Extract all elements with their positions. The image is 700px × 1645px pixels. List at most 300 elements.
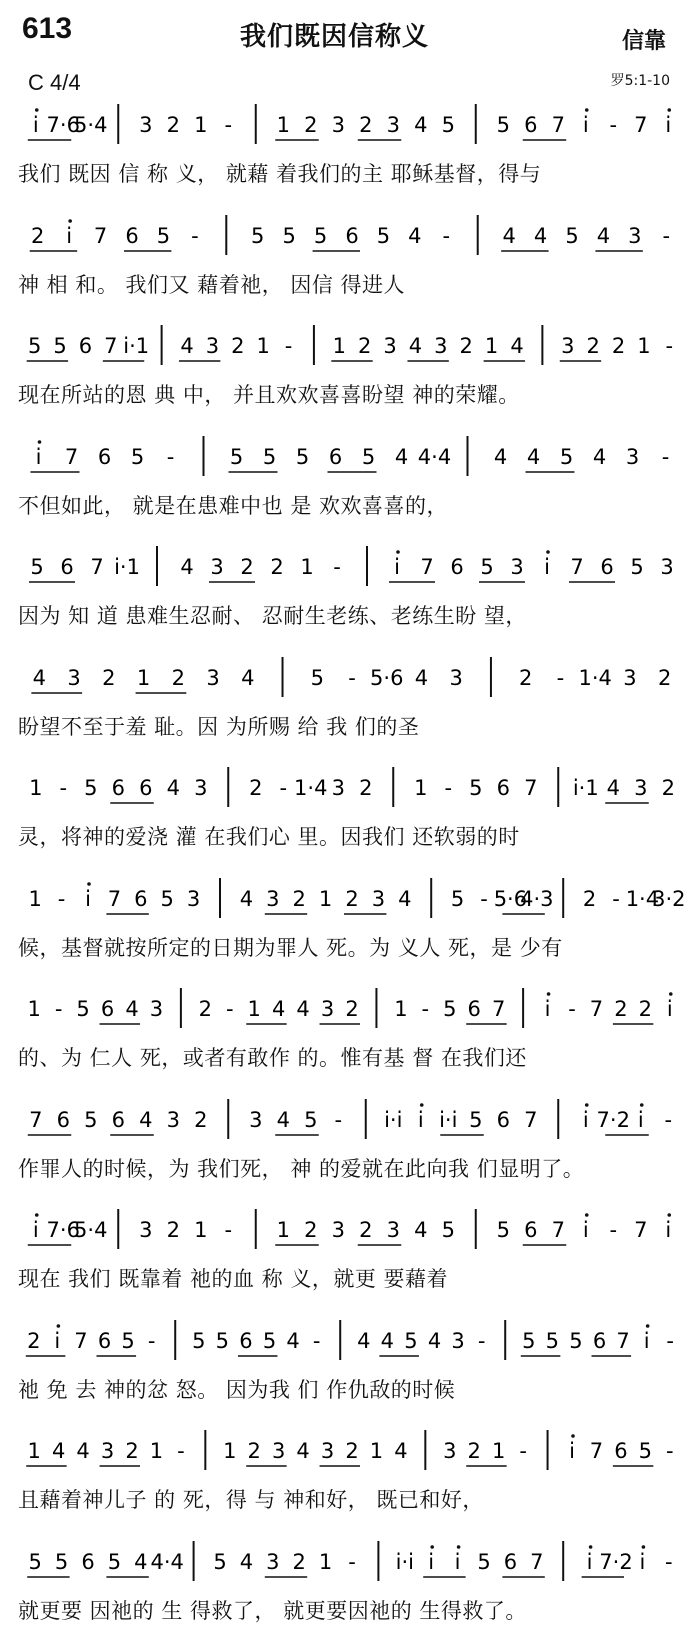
note: 4·4 — [417, 444, 452, 469]
note: 3 — [331, 776, 345, 800]
note: 1 — [484, 334, 499, 358]
note: i — [54, 1328, 61, 1353]
music-line — [12, 980, 688, 1038]
note: - — [166, 444, 175, 469]
note: 3·2 — [652, 886, 686, 911]
octave-dot — [430, 1545, 434, 1549]
note: 1 — [29, 776, 43, 800]
note: 1 — [318, 886, 333, 911]
note: - — [664, 1107, 673, 1132]
note: - — [177, 1439, 185, 1463]
note: 2 — [27, 1328, 41, 1353]
note: 2 — [292, 1549, 306, 1574]
note: 3 — [139, 1218, 153, 1242]
note: 6 — [134, 886, 148, 911]
note: 6 — [111, 1107, 125, 1132]
note: 3 — [634, 776, 648, 800]
music-line — [12, 207, 688, 265]
note: - — [279, 776, 288, 800]
note: i·1 — [114, 555, 140, 579]
scripture-reference: 罗5:1-10 — [610, 73, 670, 89]
note: 7 — [64, 444, 79, 469]
note: - — [612, 886, 620, 911]
note: 2 — [657, 665, 672, 690]
note: 1 — [369, 1439, 384, 1463]
note: i — [66, 223, 73, 248]
note: 6 — [450, 555, 464, 579]
note: - — [568, 997, 576, 1021]
note: 3 — [331, 1218, 345, 1242]
note: 5 — [262, 444, 277, 469]
note: 3 — [206, 665, 220, 690]
note: 5 — [480, 555, 494, 579]
note: 5 — [192, 1328, 206, 1353]
note: - — [661, 444, 670, 469]
note: 2 — [359, 1218, 373, 1242]
note: 7·2 — [599, 1549, 633, 1574]
note: i·1 — [572, 776, 599, 800]
note: 7 — [29, 1107, 43, 1132]
lyric-line: 神 相 和。 我们又 藉着祂， 因信 得进人 — [18, 272, 406, 297]
note: 2 — [304, 1218, 318, 1242]
note: 3 — [320, 1439, 335, 1463]
note: 1·4 — [578, 665, 612, 690]
note: i — [85, 886, 91, 911]
note: 5 — [545, 1328, 560, 1353]
note: 7 — [90, 555, 104, 579]
note: 3 — [386, 113, 400, 137]
note: 5 — [441, 113, 455, 137]
note: - — [480, 886, 488, 911]
note: 4 — [596, 223, 611, 248]
note: 1 — [637, 334, 651, 358]
note: i — [582, 1218, 589, 1242]
note: 3 — [100, 1439, 115, 1463]
note: 3 — [443, 1439, 457, 1463]
note: 5 — [469, 1107, 483, 1132]
octave-dot — [87, 882, 91, 886]
note: 5 — [84, 1107, 98, 1132]
note: 1 — [194, 113, 208, 137]
octave-dot — [667, 1213, 671, 1217]
note: 2 — [518, 665, 533, 690]
note: 5 — [54, 1549, 69, 1574]
note: 6 — [592, 1328, 607, 1353]
note: 7 — [551, 1218, 565, 1242]
note: 6 — [496, 1107, 510, 1132]
note: 5 — [313, 223, 328, 248]
note: 1·4 — [294, 776, 328, 800]
note: 2 — [358, 334, 372, 358]
note: i — [586, 1549, 593, 1574]
note: 2 — [359, 776, 373, 800]
note: 3 — [166, 1107, 180, 1132]
note: 4 — [510, 334, 524, 358]
note: 7 — [589, 997, 604, 1021]
note: 1 — [318, 1549, 333, 1574]
note: 4 — [606, 776, 620, 800]
note: 2 — [247, 1439, 261, 1463]
note: 1 — [27, 1439, 41, 1463]
note: i — [639, 1549, 646, 1574]
note: - — [225, 997, 234, 1021]
note: 5 — [84, 776, 98, 800]
note: - — [224, 113, 233, 137]
note: i·i — [384, 1107, 403, 1132]
note: 4 — [239, 886, 254, 911]
note: 5 — [630, 555, 644, 579]
note: 6 — [345, 223, 359, 248]
note: 1 — [332, 334, 346, 358]
note: 3 — [149, 997, 164, 1021]
note: 5·4 — [74, 113, 108, 137]
music-line — [12, 1201, 688, 1259]
note: - — [59, 776, 68, 800]
note: i — [32, 1218, 39, 1242]
lyric-line: 作罪人的时候，为 我们死， 神 的爱就在此向我 们显明了。 — [18, 1156, 585, 1181]
lyric-line: 盼望不至于羞 耻。因 为所赐 给 我 们的圣 — [18, 714, 420, 739]
note: i — [544, 997, 551, 1021]
note: 6 — [503, 1549, 518, 1574]
note: 1 — [276, 113, 290, 137]
note: - — [556, 665, 565, 690]
note: 1 — [27, 997, 41, 1021]
note: 4 — [408, 334, 423, 358]
note: 1 — [414, 776, 428, 800]
note: 5 — [376, 223, 391, 248]
note: - — [609, 113, 618, 137]
note: 5 — [107, 1549, 122, 1574]
note: 4 — [357, 1328, 371, 1353]
score-system — [0, 1312, 700, 1424]
note: i — [643, 1328, 650, 1353]
note: - — [224, 1218, 233, 1242]
attribution: 信靠 — [621, 29, 666, 54]
note: 5·4 — [74, 1218, 108, 1242]
lyric-line: 候，基督就按所定的日期为罪人 死。为 义人 死，是 少有 — [18, 935, 563, 960]
note: 5 — [450, 886, 465, 911]
note: 4 — [134, 1549, 148, 1574]
score-system — [0, 428, 700, 540]
note: 5 — [469, 776, 483, 800]
note: 4 — [125, 997, 139, 1021]
note: 5·6 — [493, 886, 528, 911]
note: 2 — [194, 1107, 208, 1132]
note: i — [582, 1107, 589, 1132]
note: 3 — [194, 776, 208, 800]
note: - — [191, 223, 199, 248]
note: 2 — [582, 886, 597, 911]
score-system — [0, 1091, 700, 1203]
note: 3 — [434, 334, 448, 358]
note: 6 — [111, 776, 125, 800]
note: - — [421, 997, 430, 1021]
note: 5 — [121, 1328, 135, 1353]
music-line — [12, 1091, 688, 1149]
note: i — [665, 1218, 672, 1242]
note: 4 — [180, 334, 194, 358]
note: 4 — [394, 1439, 408, 1463]
music-line — [12, 759, 688, 817]
note: 5 — [404, 1328, 418, 1353]
note: 3 — [510, 555, 524, 579]
note: 7 — [551, 113, 565, 137]
note: 3 — [625, 444, 640, 469]
note: - — [519, 1439, 527, 1463]
note: 4 — [493, 444, 508, 469]
note: 5 — [496, 1218, 510, 1242]
note: 7·6 — [46, 1218, 80, 1242]
note: 5 — [262, 1328, 277, 1353]
note: i·1 — [123, 334, 150, 358]
note: - — [334, 1107, 343, 1132]
note: 3 — [451, 1328, 465, 1353]
note: i — [582, 113, 589, 137]
music-line — [12, 1312, 688, 1370]
note: 3 — [320, 997, 335, 1021]
note: 3 — [371, 886, 386, 911]
note: 2 — [31, 223, 45, 248]
note: i — [32, 113, 39, 137]
note: 7 — [524, 1107, 538, 1132]
lyric-line: 且藉着神儿子 的 死，得 与 神和好， 既已和好， — [18, 1488, 484, 1512]
note: 7 — [107, 886, 122, 911]
note: 3 — [67, 665, 81, 690]
note: 3 — [660, 555, 674, 579]
note: 5 — [76, 997, 90, 1021]
note: 1 — [223, 1439, 237, 1463]
note: - — [57, 886, 66, 911]
note: 1 — [394, 997, 408, 1021]
note: 4 — [414, 665, 429, 690]
note: 4 — [139, 1107, 153, 1132]
note: 5 — [522, 1328, 536, 1353]
note: 2 — [166, 1218, 180, 1242]
note: 5 — [282, 223, 296, 248]
octave-dot — [420, 1103, 424, 1107]
note: 6 — [239, 1328, 253, 1353]
note: 2 — [614, 997, 628, 1021]
note: 3 — [210, 555, 224, 579]
octave-dot — [35, 108, 39, 112]
note: 5 — [229, 444, 244, 469]
note: 5 — [53, 334, 67, 358]
note: 7·2 — [596, 1107, 630, 1132]
note: 3 — [205, 334, 220, 358]
note: 6 — [600, 555, 614, 579]
note: 3 — [139, 113, 153, 137]
note: 1 — [194, 1218, 208, 1242]
note: 4 — [526, 444, 541, 469]
note: 6 — [524, 113, 538, 137]
note: 1 — [300, 555, 314, 579]
score-system — [0, 759, 700, 871]
note: 1 — [149, 1439, 164, 1463]
note: i — [666, 997, 673, 1021]
note: 4 — [533, 223, 548, 248]
note: 4 — [276, 1107, 290, 1132]
note: 4 — [394, 444, 409, 469]
note: 2 — [359, 113, 373, 137]
note: 3 — [383, 334, 397, 358]
note: - — [665, 1439, 674, 1463]
music-line — [12, 317, 688, 375]
note: i — [665, 113, 672, 137]
note: - — [477, 1328, 486, 1353]
note: 4 — [271, 997, 286, 1021]
note: 4 — [51, 1439, 66, 1463]
note: 5 — [559, 444, 574, 469]
note: 6 — [97, 444, 112, 469]
note: 4 — [408, 223, 422, 248]
octave-dot — [68, 219, 72, 223]
note: 4 — [180, 555, 194, 579]
note: 3 — [266, 886, 280, 911]
note: 5 — [130, 444, 145, 469]
lyric-line: 不但如此， 就是在患难中也 是 欢欢喜喜的， — [18, 493, 449, 518]
note: 2 — [292, 886, 306, 911]
note: 2 — [125, 1439, 139, 1463]
note: - — [666, 1328, 675, 1353]
note: 7 — [616, 1328, 630, 1353]
note: 5 — [310, 665, 324, 690]
note: - — [609, 1218, 618, 1242]
note: 1 — [247, 997, 261, 1021]
note: 4·4 — [150, 1549, 184, 1574]
note: - — [147, 1328, 156, 1353]
note: - — [444, 776, 453, 800]
note: 5 — [215, 1328, 230, 1353]
note: 2 — [166, 113, 180, 137]
music-line — [12, 1533, 688, 1591]
note: 7 — [570, 555, 584, 579]
note: 5 — [251, 223, 265, 248]
octave-dot — [589, 1545, 593, 1549]
music-line — [12, 96, 688, 154]
note: 6 — [60, 555, 74, 579]
note: 7·6 — [46, 113, 80, 137]
octave-dot — [35, 1213, 39, 1217]
note: 5 — [441, 1218, 455, 1242]
octave-dot — [585, 1103, 589, 1107]
lyric-line: 现在所站的恩 典 中， 并且欢欢喜喜盼望 神的荣耀。 — [18, 383, 520, 407]
note: i — [35, 444, 42, 469]
note: 1 — [28, 886, 42, 911]
note: 2 — [231, 334, 245, 358]
note: 4 — [502, 223, 516, 248]
note: 2 — [345, 1439, 359, 1463]
note: - — [284, 334, 293, 358]
note: 3 — [271, 1439, 286, 1463]
octave-dot — [571, 1434, 575, 1438]
score-system — [0, 1201, 700, 1313]
note: 5·6 — [370, 665, 404, 690]
note: 5 — [361, 444, 376, 469]
note: 3 — [331, 113, 345, 137]
note: - — [442, 223, 451, 248]
octave-dot — [642, 1545, 646, 1549]
note: 5 — [28, 1549, 42, 1574]
lyric-line: 灵，将神的爱浇 灌 在我们心 里。因我们 还软弱的时 — [18, 825, 520, 849]
note: 6 — [78, 334, 93, 358]
lyric-line: 我们 既因 信 称 义， 就藉 着我们的主 耶稣基督，得与 — [18, 162, 542, 186]
note: 4·3 — [520, 886, 554, 911]
music-line — [12, 1422, 688, 1480]
note: 4 — [592, 444, 607, 469]
note: 6 — [56, 1107, 70, 1132]
note: 6 — [125, 223, 139, 248]
note: 2 — [304, 113, 318, 137]
note: 7 — [93, 223, 108, 248]
note: 4 — [380, 1328, 395, 1353]
note: 6 — [614, 1439, 628, 1463]
note: 6 — [100, 997, 115, 1021]
note: 4 — [76, 1439, 90, 1463]
note: 4 — [398, 886, 412, 911]
octave-dot — [396, 550, 400, 554]
note: 2 — [345, 997, 359, 1021]
octave-dot — [38, 440, 42, 444]
score-system — [0, 1533, 700, 1645]
note: 7 — [104, 334, 118, 358]
note: 2 — [638, 997, 653, 1021]
note: - — [662, 223, 671, 248]
note: 5 — [638, 1439, 653, 1463]
note: i — [454, 1549, 461, 1574]
note: 4 — [286, 1328, 300, 1353]
octave-dot — [667, 108, 671, 112]
note: 3 — [561, 334, 575, 358]
note: - — [54, 997, 63, 1021]
octave-dot — [457, 1545, 461, 1549]
note: 3 — [623, 665, 637, 690]
note: i — [637, 1107, 644, 1132]
note: - — [312, 1328, 321, 1353]
note: 2 — [467, 1439, 481, 1463]
note: 1·4 — [625, 886, 660, 911]
hymn-number: 613 — [22, 12, 73, 45]
note: 7 — [420, 555, 434, 579]
octave-dot — [640, 1103, 644, 1107]
note: i — [428, 1549, 435, 1574]
note: 1 — [491, 1439, 506, 1463]
music-line — [12, 649, 688, 707]
note: 2 — [586, 334, 600, 358]
note: i·i — [439, 1107, 458, 1132]
score-system — [0, 96, 700, 208]
note: 6 — [467, 997, 481, 1021]
note: 5 — [443, 997, 457, 1021]
score-system — [0, 207, 700, 319]
note: 4 — [166, 776, 180, 800]
note: 4 — [241, 665, 255, 690]
note: 4 — [414, 113, 428, 137]
note: 6 — [97, 1328, 112, 1353]
note: 2 — [102, 665, 116, 690]
note: 1 — [276, 1218, 290, 1242]
note: 5 — [565, 223, 579, 248]
note: 4 — [296, 997, 310, 1021]
note: i — [417, 1107, 424, 1132]
key-signature: C 4/4 — [28, 70, 81, 95]
note: i — [544, 555, 550, 579]
lyric-line: 的、为 仁人 死，或者有敢作 的。惟有基 督 在我们还 — [18, 1046, 527, 1070]
note: 4 — [414, 1218, 428, 1242]
hymn-title: 我们既因信称义 — [240, 22, 430, 52]
note: - — [333, 555, 341, 579]
note: i·i — [395, 1549, 414, 1574]
note: 7 — [589, 1439, 604, 1463]
